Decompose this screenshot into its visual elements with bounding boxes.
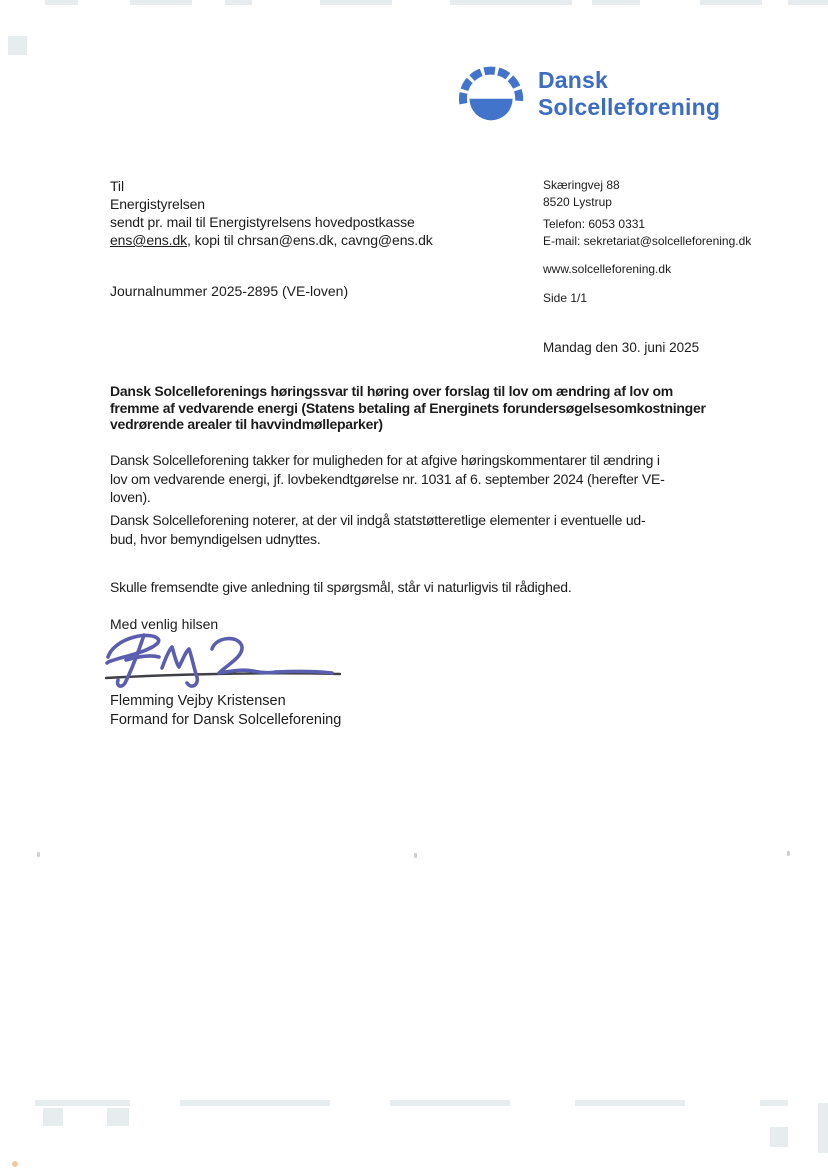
logo-word-2: Solcelleforening [538, 94, 721, 120]
scan-speck [787, 851, 790, 856]
scan-artifact [390, 1100, 510, 1106]
scan-artifact [225, 0, 252, 5]
recipient-email-line [110, 231, 433, 249]
paragraph-line: Dansk Solcelleforening noterer, at der vil indgå statstøtteretlige elementer i eventuelle ud- [110, 512, 646, 528]
subject-line: vedrørende arealer til havvindmølleparker) [110, 416, 383, 432]
handwritten-signature [100, 627, 350, 689]
recipient-email-cc: , kopi til chrsan@ens.dk, cavng@ens.dk [187, 232, 433, 248]
scan-artifact [760, 1100, 788, 1106]
signer-title: Formand for Dansk Solcelleforening [110, 712, 342, 728]
paragraph-1 [110, 451, 665, 507]
subject-line: Dansk Solcelleforenings høringssvar til høring over forslag til lov om ændring af lov om [110, 383, 673, 399]
scan-artifact [770, 1127, 788, 1147]
scan-artifact [8, 36, 27, 55]
recipient-name: Energistyrelsen [110, 196, 205, 212]
paragraph-3 [110, 578, 572, 597]
signer-block [110, 692, 341, 730]
scan-artifact [700, 0, 762, 5]
recipient-block [110, 177, 433, 249]
paragraph-line: lov om vedvarende energi, jf. lovbekendtgørelse nr. 1031 af 6. september 2024 (herefter VE- [110, 470, 665, 487]
sender-street: Skæringvej 88 [543, 178, 620, 192]
letter-date: Mandag den 30. juni 2025 [543, 340, 700, 355]
sender-block [543, 177, 751, 306]
sender-phone: Telefon: 6053 0331 [543, 217, 646, 231]
subject-heading [110, 383, 706, 433]
paragraph-line: bud, hvor bemyndigelsen udnyttes. [110, 530, 321, 547]
scan-speck [414, 853, 417, 858]
scan-artifact [818, 1103, 828, 1153]
paragraph-2 [110, 511, 645, 548]
scan-artifact [45, 0, 78, 5]
scan-artifact [180, 1100, 330, 1106]
scan-artifact [592, 0, 640, 5]
scan-artifact [130, 0, 192, 5]
scan-artifact [35, 1100, 130, 1106]
recipient-line-til: Til [110, 178, 124, 194]
scan-artifact [320, 0, 392, 5]
scan-artifact [788, 0, 828, 5]
scan-artifact [450, 0, 572, 5]
scan-speck [37, 852, 40, 857]
subject-line: fremme af vedvarende energi (Statens betaling af Energinets forundersøgelsesomkostninger [110, 399, 706, 416]
paragraph-line: loven). [110, 489, 151, 505]
recipient-email-link[interactable]: ens@ens.dk [110, 232, 188, 248]
sender-city: 8520 Lystrup [543, 194, 612, 209]
paragraph-line: Skulle fremsendte give anledning til spørgsmål, står vi naturligvis til rådighed. [110, 579, 572, 595]
paragraph-line: Dansk Solcelleforening takker for muligheden for at afgive høringskommentarer til ændring i [110, 452, 660, 468]
scan-artifact [107, 1108, 129, 1126]
sender-email: E-mail: sekretariat@solcelleforening.dk [543, 233, 752, 248]
logo-wordmark [538, 65, 720, 121]
journal-number: Journalnummer 2025-2895 (VE-loven) [110, 283, 349, 299]
signer-name: Flemming Vejby Kristensen [110, 693, 286, 709]
page-indicator: Side 1/1 [543, 290, 588, 305]
closing-salutation: Med venlig hilsen [110, 616, 219, 632]
sender-website: www.solcelleforening.dk [543, 262, 672, 276]
scan-artifact [43, 1108, 63, 1126]
organization-logo [459, 65, 720, 125]
scan-speck [12, 1161, 18, 1167]
sun-logo-icon [459, 65, 525, 125]
logo-word-1: Dansk [538, 67, 609, 93]
scan-artifact [575, 1100, 685, 1106]
recipient-delivery-note: sendt pr. mail til Energistyrelsens hovedpostkasse [110, 214, 415, 230]
